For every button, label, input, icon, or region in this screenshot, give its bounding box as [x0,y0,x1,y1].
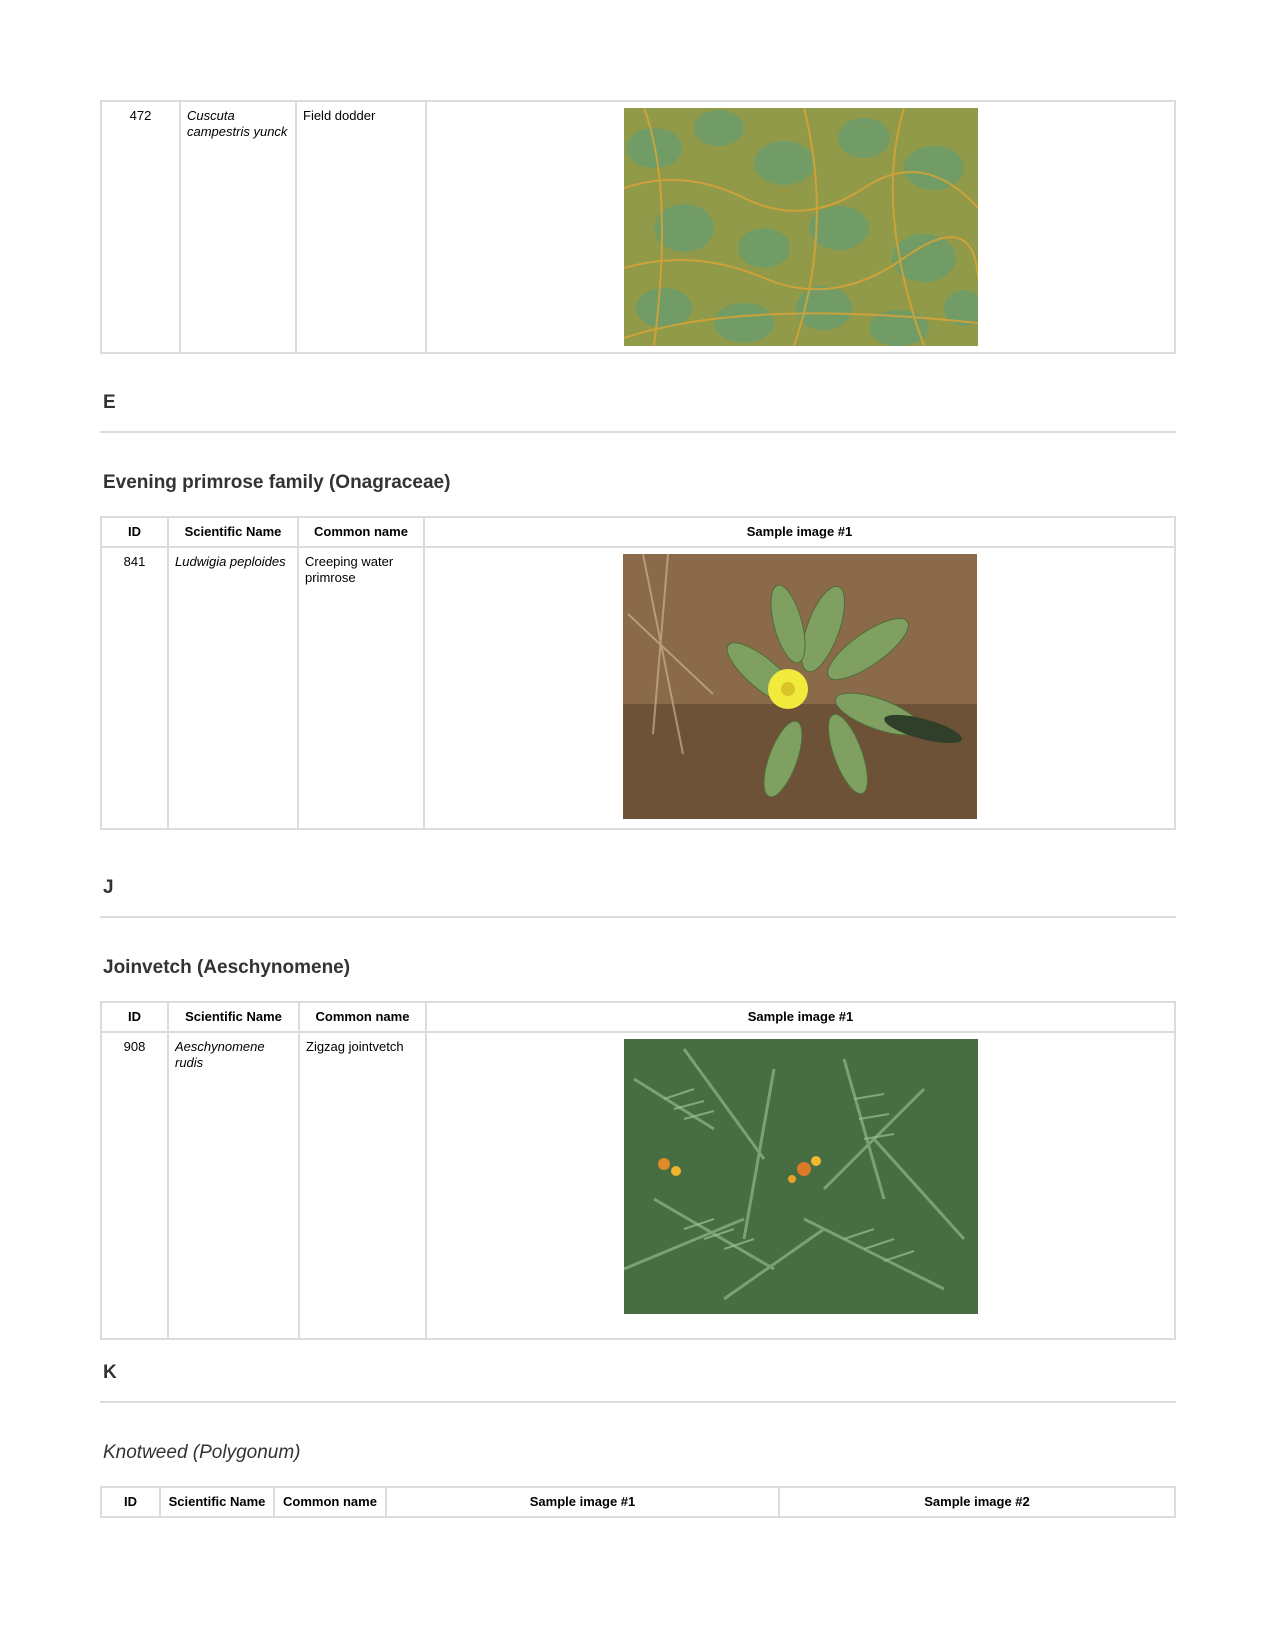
table-header-row [102,1488,1174,1516]
sample-image-cell [425,548,1174,828]
table-row [102,102,1174,352]
header-scientific-name: Scientific Name [161,1488,275,1516]
header-common-name: Common name [275,1488,387,1516]
section-title: Evening primrose family (Onagraceae) [103,472,451,493]
scientific-name-cell: Ludwigia peploides [169,548,299,828]
sample-image-cell [427,102,1174,352]
section-letter: J [103,877,114,898]
table-row [102,548,1174,828]
table-header-row [102,1003,1174,1033]
header-common-name: Common name [300,1003,427,1031]
header-id: ID [102,1488,161,1516]
id-cell: 841 [102,548,169,828]
table-header-row [102,518,1174,548]
creeping-water-primrose-photo [623,554,977,819]
id-cell: 908 [102,1033,169,1338]
scientific-name-cell: Aeschynomene rudis [169,1033,300,1338]
header-id: ID [102,518,169,546]
polygonum-table [100,1486,1176,1518]
header-sample-image-1: Sample image #1 [747,1009,854,1024]
section-letter: K [103,1362,117,1383]
divider [100,1401,1176,1403]
header-scientific-name: Scientific Name [169,1003,300,1031]
common-name-cell: Creeping water primrose [299,548,425,828]
header-sample-image-1: Sample image #1 [746,524,853,539]
header-common-name: Common name [299,518,425,546]
divider [100,916,1176,918]
table-row [102,1033,1174,1338]
sample-image-cell [427,1033,1174,1338]
zigzag-jointvetch-photo [624,1039,978,1314]
divider [100,431,1176,433]
dodder-table [100,100,1176,354]
section-title: Joinvetch (Aeschynomene) [103,957,351,978]
field-dodder-photo [624,108,978,346]
header-sample-image-2: Sample image #2 [924,1494,1030,1509]
section-title: Knotweed (Polygonum) [103,1442,301,1463]
common-name-cell: Field dodder [297,102,427,352]
header-sample-image-1: Sample image #1 [387,1488,780,1516]
header-id: ID [102,1003,169,1031]
section-letter: E [103,392,116,413]
id-cell: 472 [102,102,181,352]
scientific-name-cell: Cuscuta campestris yunck [181,102,297,352]
header-scientific-name: Scientific Name [169,518,299,546]
aeschynomene-table [100,1001,1176,1340]
common-name-cell: Zigzag jointvetch [300,1033,427,1338]
onagraceae-table [100,516,1176,830]
